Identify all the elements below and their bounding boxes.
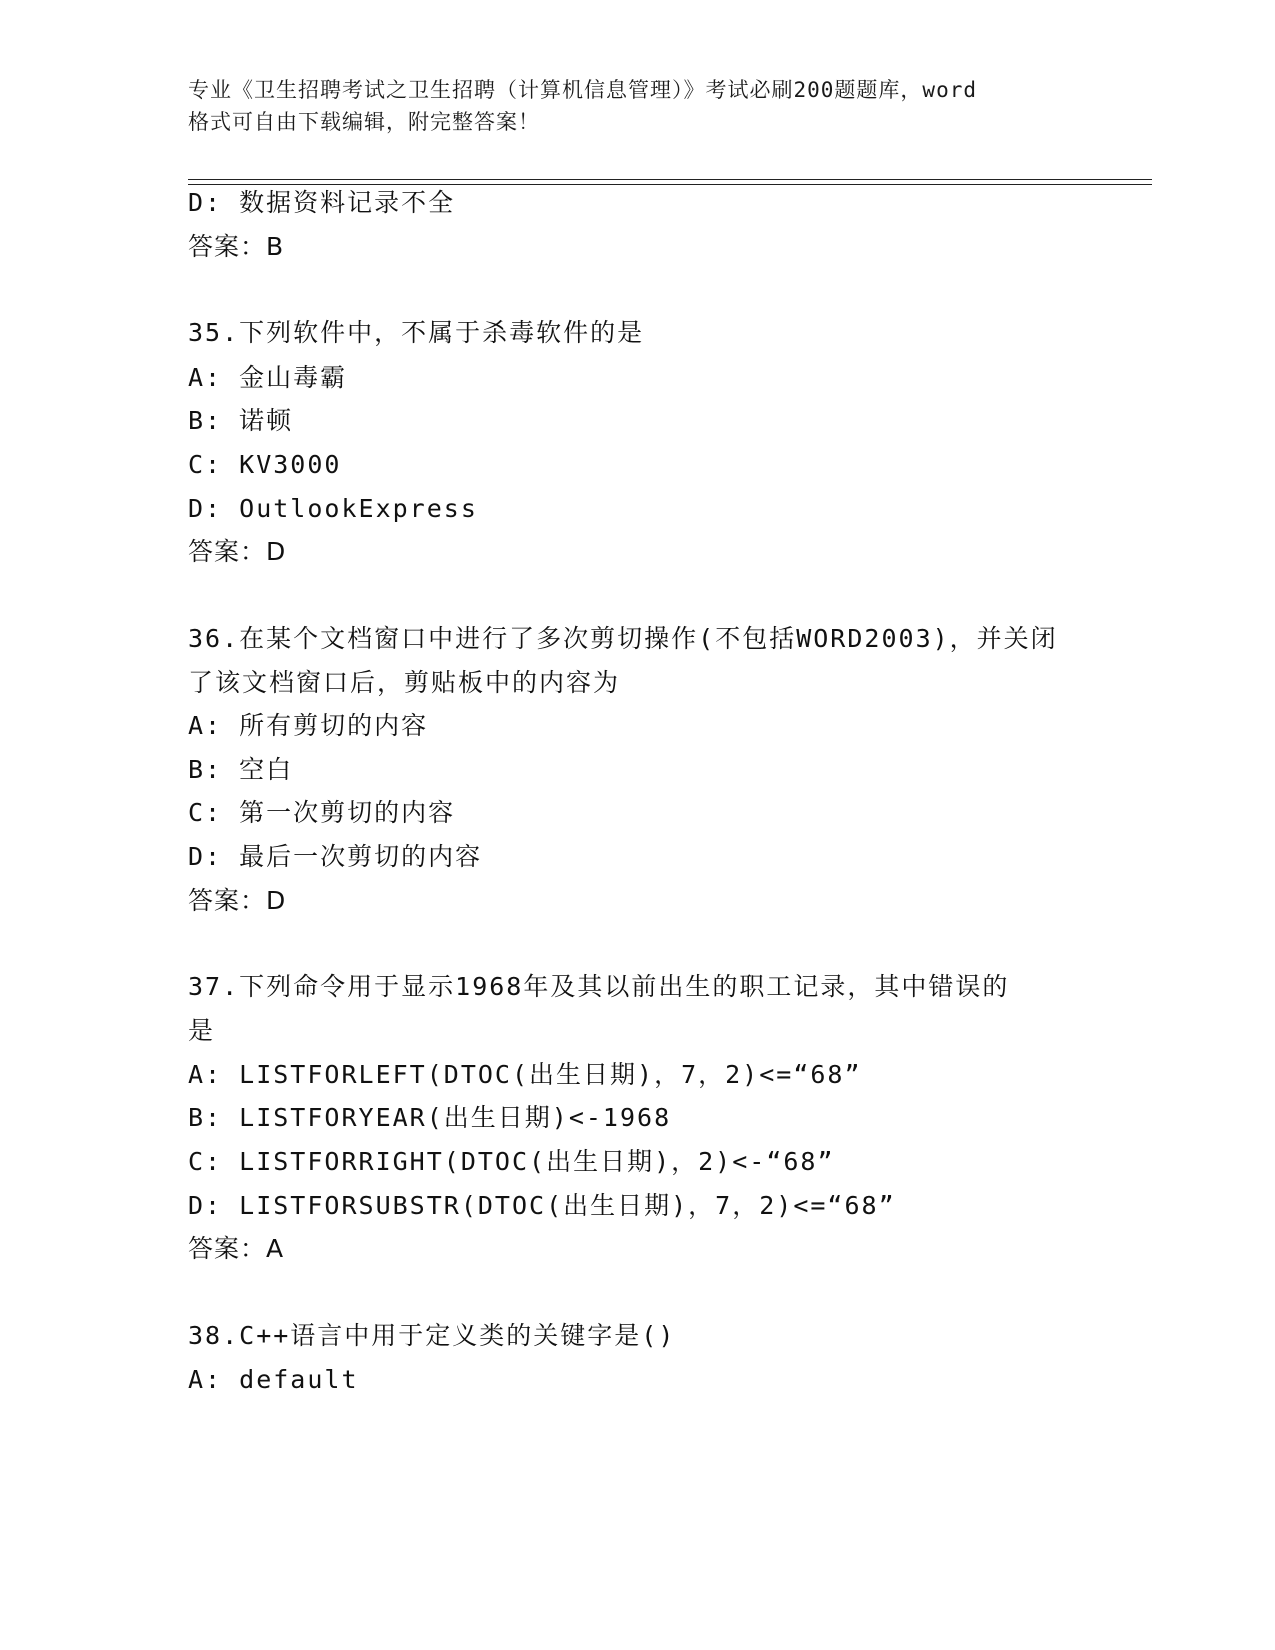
question-36-stem-line-2: 了该文档窗口后，剪贴板中的内容为 xyxy=(188,668,621,697)
question-37-option-b: B: LISTFORYEAR(出生日期)<-1968 xyxy=(188,1103,672,1132)
question-35-option-d: D: OutlookExpress xyxy=(188,494,478,523)
option-d-previous: D: 数据资料记录不全 xyxy=(188,188,456,217)
question-38-stem: 38.C++语言中用于定义类的关键字是() xyxy=(188,1321,676,1350)
question-37-option-a: A: LISTFORLEFT(DTOC(出生日期)，7，2)<=“68” xyxy=(188,1060,862,1089)
question-36-answer: 答案：D xyxy=(188,886,287,915)
header-line-2: 格式可自由下载编辑，附完整答案！ xyxy=(188,110,540,134)
question-37-stem-line-1: 37.下列命令用于显示1968年及其以前出生的职工记录，其中错误的 xyxy=(188,972,1010,1001)
question-36-option-d: D: 最后一次剪切的内容 xyxy=(188,842,483,871)
question-37-answer: 答案：A xyxy=(188,1234,285,1263)
header-line-1: 专业《卫生招聘考试之卫生招聘（计算机信息管理）》考试必刷200题题库，word xyxy=(188,78,977,102)
question-36-option-a: A: 所有剪切的内容 xyxy=(188,711,429,740)
question-36-stem-line-1: 36.在某个文档窗口中进行了多次剪切操作(不包括WORD2003)，并关闭 xyxy=(188,624,1058,653)
question-37-option-c: C: LISTFORRIGHT(DTOC(出生日期)，2)<-“68” xyxy=(188,1147,835,1176)
header-divider-bottom xyxy=(188,184,1152,185)
question-35-stem: 35.下列软件中，不属于杀毒软件的是 xyxy=(188,318,645,347)
question-38-option-a: A: default xyxy=(188,1365,359,1394)
document-header xyxy=(188,74,1088,138)
question-35-option-a: A: 金山毒霸 xyxy=(188,363,348,392)
question-37-option-d: D: LISTFORSUBSTR(DTOC(出生日期)，7，2)<=“68” xyxy=(188,1191,896,1220)
header-divider-top xyxy=(188,179,1152,180)
question-35-option-b: B: 诺顿 xyxy=(188,406,294,435)
question-36-option-c: C: 第一次剪切的内容 xyxy=(188,798,456,827)
question-35-option-c: C: KV3000 xyxy=(188,450,342,479)
question-36-option-b: B: 空白 xyxy=(188,755,294,784)
question-35-answer: 答案：D xyxy=(188,537,287,566)
question-37-stem-line-2: 是 xyxy=(188,1016,216,1045)
answer-previous: 答案：B xyxy=(188,232,285,261)
